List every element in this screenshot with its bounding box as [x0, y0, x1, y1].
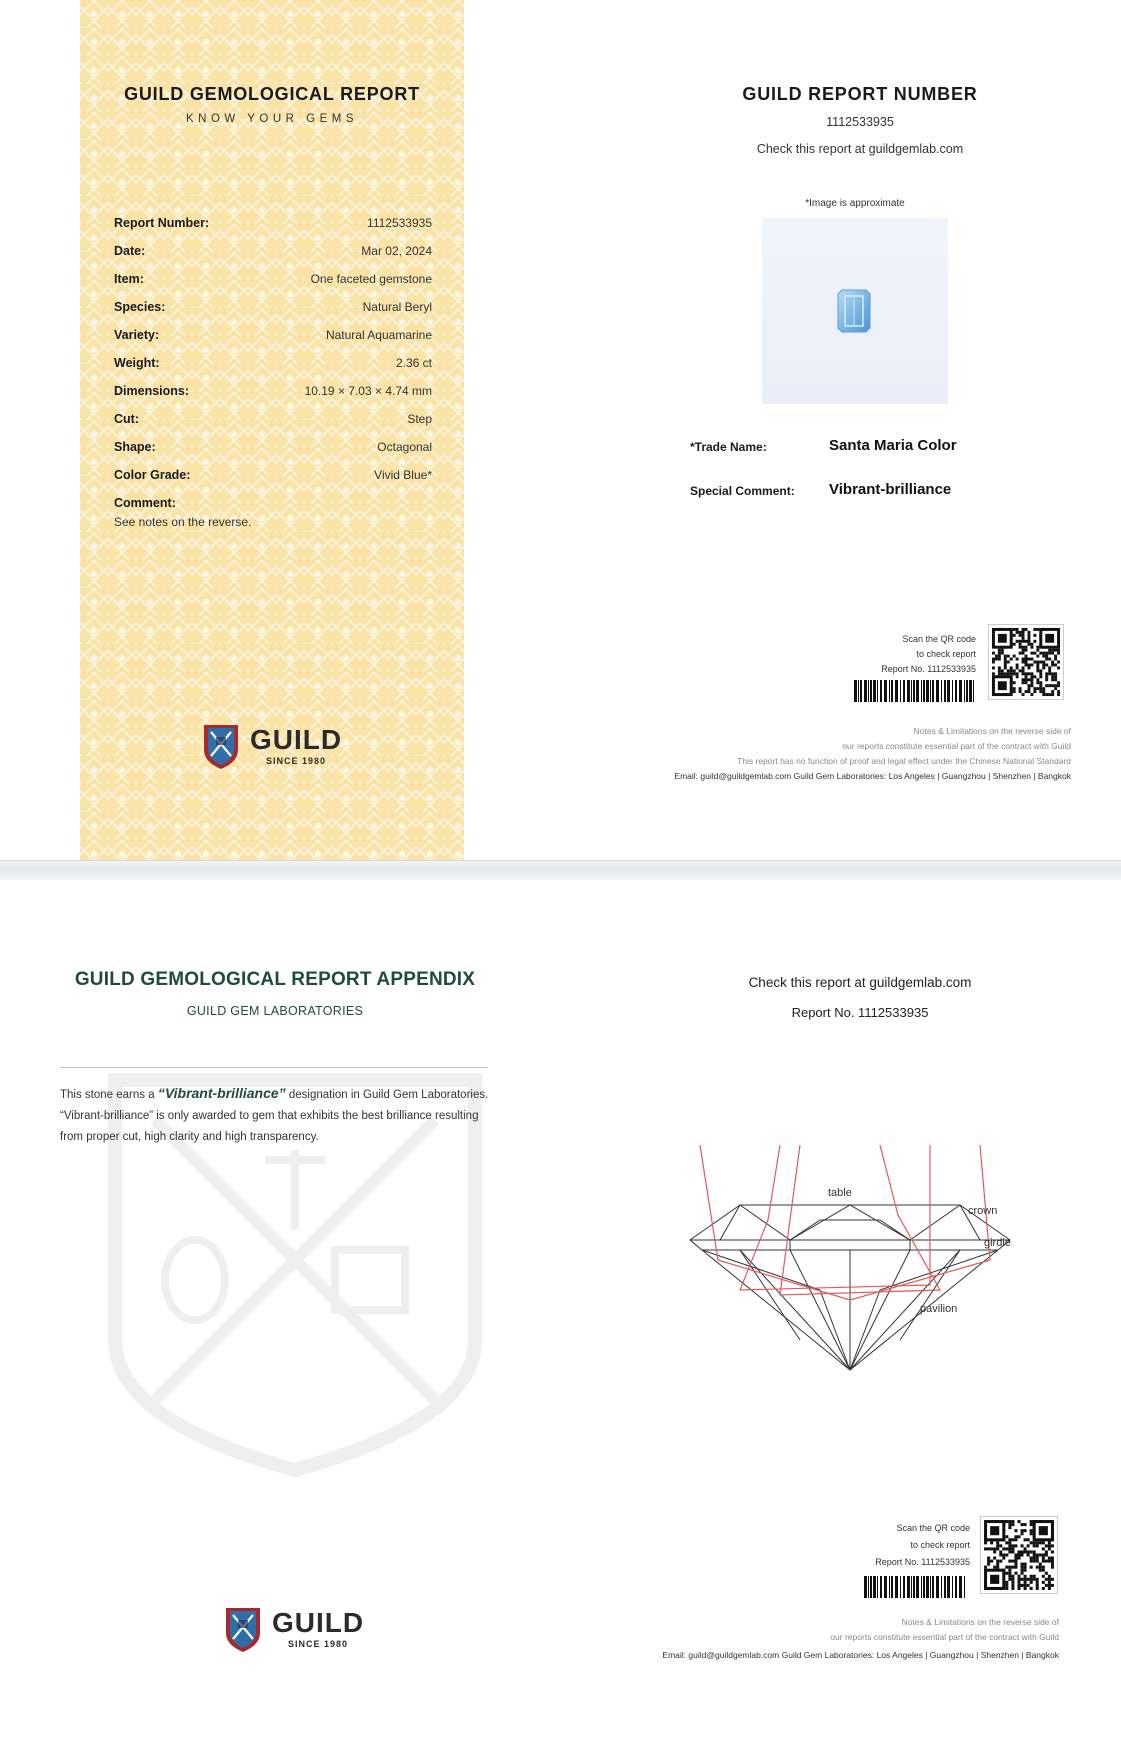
light-rays: [700, 1145, 990, 1300]
notes-limitations: [674, 724, 1071, 784]
detail-label: Cut:: [114, 412, 139, 426]
appendix-body-pre: This stone earns a: [60, 1089, 158, 1101]
appendix-rule: [60, 1067, 488, 1068]
detail-value: Natural Aquamarine: [325, 328, 432, 342]
diagram-label-girdle: girdle: [984, 1237, 1011, 1249]
guild-logo: [202, 722, 342, 770]
appendix-check-text: Check this report at guildgemlab.com: [748, 975, 972, 990]
detail-value: One faceted gemstone: [310, 272, 432, 286]
detail-row-dimensions: [114, 384, 432, 412]
detail-value: Vivid Blue*: [374, 468, 432, 482]
special-comment-value: Vibrant-brilliance: [829, 481, 952, 498]
barcode: [864, 1576, 968, 1598]
report-details-list: [114, 216, 432, 529]
notes-limitations: [662, 1615, 1059, 1663]
qr-caption: [834, 1520, 970, 1571]
detail-label: Date:: [114, 244, 146, 258]
qr-caption-line: to check report: [910, 1540, 970, 1550]
detail-value: Octagonal: [377, 440, 432, 454]
logo-text: [250, 726, 342, 766]
detail-row-shape: [114, 440, 432, 468]
qr-caption-line: Scan the QR code: [902, 634, 976, 644]
aquamarine-gem-icon: [762, 218, 948, 404]
detail-row-species: [114, 300, 432, 328]
qr-caption: [840, 632, 976, 677]
trade-name-value: Santa Maria Color: [829, 437, 957, 454]
qr-caption-line: Report No. 1112533935: [881, 664, 976, 674]
detail-row-item: [114, 272, 432, 300]
trade-name-row: [690, 440, 767, 454]
appendix-body-highlight: “Vibrant-brilliance”: [157, 1085, 286, 1101]
logo-since: SINCE 1980: [266, 756, 327, 766]
logo-text: [272, 1609, 364, 1649]
notes-line: Notes & Limitations on the reverse side of: [913, 726, 1071, 736]
detail-row-cut: [114, 412, 432, 440]
notes-line: our reports constitute essential part of the contract with Guild: [842, 741, 1071, 751]
detail-row-variety: [114, 328, 432, 356]
trade-name-label: *Trade Name:: [690, 440, 767, 454]
qr-code[interactable]: [980, 1516, 1058, 1594]
notes-line: our reports constitute essential part of the contract with Guild: [830, 1632, 1059, 1642]
detail-value: Step: [407, 412, 432, 426]
special-comment-label: Special Comment:: [690, 484, 795, 498]
diagram-label-table: table: [828, 1187, 852, 1199]
detail-value: Mar 02, 2024: [361, 244, 432, 258]
detail-row-color-grade: [114, 468, 432, 496]
appendix-body-post: designation in Guild Gem Laboratories. “Vibrant-brilliance” is only awarded to gem that exhibits the best brilliance resulting from proper cut, high clarity and high transparency.: [60, 1089, 489, 1143]
report-details-panel: [80, 0, 464, 860]
page-divider: [0, 860, 1121, 882]
detail-row-report-number: [114, 216, 432, 244]
detail-label: Dimensions:: [114, 384, 190, 398]
guild-shield-icon: [224, 1605, 262, 1653]
image-approximate-note: *Image is approximate: [805, 198, 905, 209]
detail-label: Species:: [114, 300, 166, 314]
detail-label: Weight:: [114, 356, 160, 370]
detail-label: Shape:: [114, 440, 156, 454]
guild-logo: [224, 1605, 364, 1653]
detail-label: Variety:: [114, 328, 160, 342]
report-front-sheet: [0, 0, 1121, 860]
diagram-label-crown: crown: [968, 1205, 998, 1217]
report-appendix-sheet: [0, 880, 1121, 1738]
appendix-report-number: Report No. 1112533935: [791, 1005, 929, 1020]
light-path-diagram: [680, 1140, 1020, 1380]
comment-label: Comment:: [114, 496, 176, 510]
report-check-text: Check this report at guildgemlab.com: [756, 142, 964, 156]
report-subtitle: KNOW YOUR GEMS: [185, 113, 359, 125]
report-number-title: GUILD REPORT NUMBER: [742, 84, 978, 104]
comment-text: See notes on the reverse.: [114, 515, 252, 529]
logo-word: GUILD: [250, 724, 343, 755]
contact-line: Email: guild@guildgemlab.com Guild Gem Laboratories: Los Angeles | Guangzhou | Shenzhen | Bangkok: [662, 1650, 1059, 1660]
appendix-title: GUILD GEMOLOGICAL REPORT APPENDIX: [74, 969, 476, 990]
report-title: GUILD GEMOLOGICAL REPORT: [124, 84, 420, 104]
qr-code[interactable]: [988, 624, 1064, 700]
logo-since: SINCE 1980: [288, 1639, 349, 1649]
detail-value: 10.19 × 7.03 × 4.74 mm: [304, 384, 432, 398]
qr-caption-line: Report No. 1112533935: [875, 1557, 970, 1567]
detail-row-date: [114, 244, 432, 272]
detail-label: Report Number:: [114, 216, 210, 230]
report-number-value: 1112533935: [826, 115, 894, 129]
contact-line: Email: guild@guildgemlab.com Guild Gem Laboratories: Los Angeles | Guangzhou | Shenzhen | Bangkok: [674, 771, 1071, 781]
detail-row-weight: [114, 356, 432, 384]
detail-value: 2.36 ct: [395, 356, 432, 370]
detail-value: 1112533935: [367, 216, 432, 230]
special-comment-row: [690, 484, 795, 498]
notes-line: Notes & Limitations on the reverse side of: [901, 1617, 1059, 1627]
appendix-body: [60, 1083, 490, 1148]
detail-label: Color Grade:: [114, 468, 191, 482]
gem-photo: [762, 218, 948, 404]
detail-value: Natural Beryl: [362, 300, 432, 314]
notes-line: This report has no function of proof and legal effect under the Chinese National Standard: [737, 756, 1071, 766]
qr-caption-line: to check report: [916, 649, 976, 659]
logo-word: GUILD: [272, 1607, 365, 1638]
appendix-subtitle: GUILD GEM LABORATORIES: [186, 1004, 364, 1018]
detail-label: Item:: [114, 272, 144, 286]
barcode: [854, 680, 976, 702]
qr-caption-line: Scan the QR code: [896, 1523, 970, 1533]
diagram-label-pavilion: pavilion: [920, 1303, 958, 1315]
guild-shield-icon: [202, 722, 240, 770]
